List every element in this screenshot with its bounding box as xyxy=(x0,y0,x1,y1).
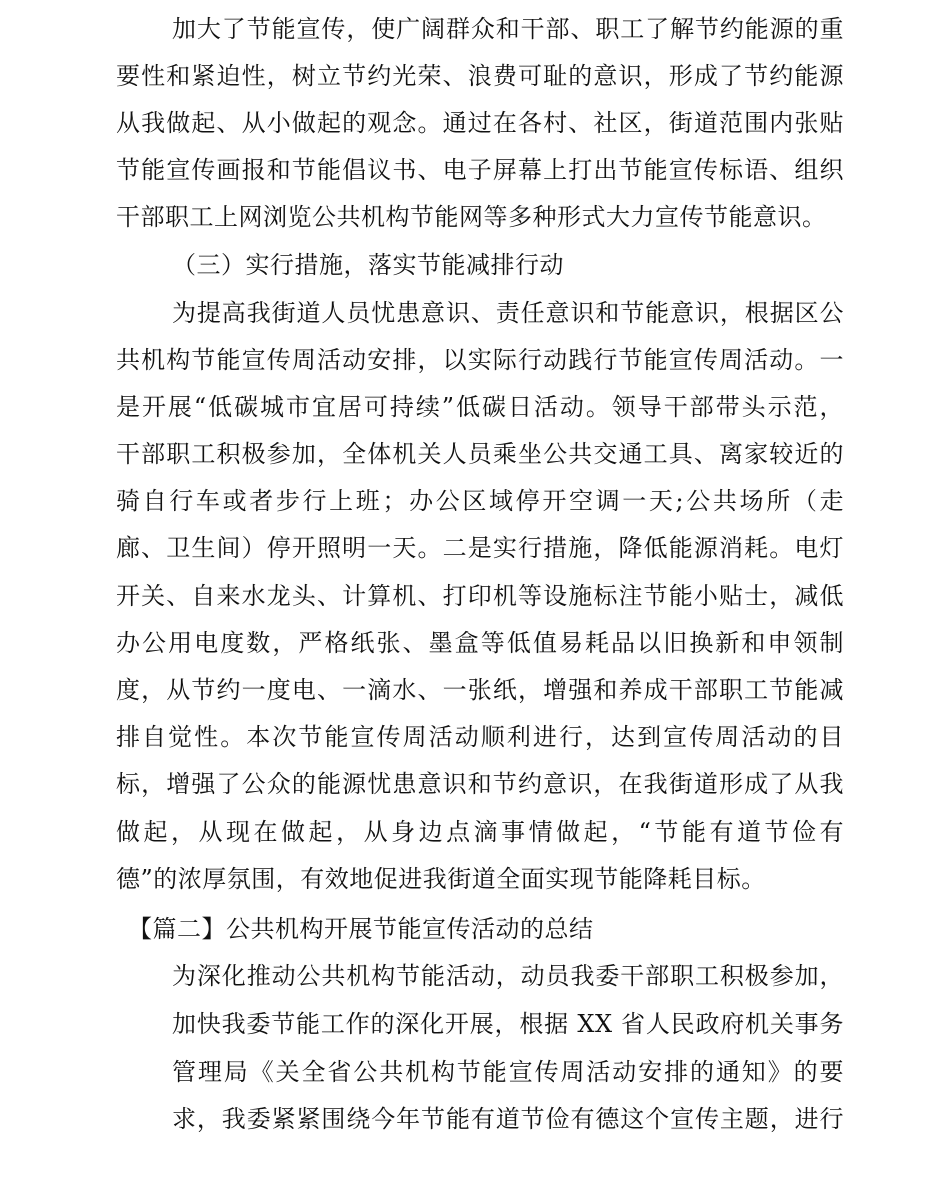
section-heading: 【篇二】公共机构开展节能宣传活动的总结 xyxy=(128,915,594,943)
text-line-1: 加大了节能宣传，使广阔群众和干部、职工了解节约能源的重 xyxy=(172,15,844,43)
subsection-heading: （三）实行措施，落实节能减排行动 xyxy=(172,251,564,279)
text-line-17: 标，增强了公众的能源忧患意识和节约意识，在我街道形成了从我 xyxy=(116,770,844,798)
text-line-10: 干部职工积极参加，全体机关人员乘坐公共交通工具、离家较近的 xyxy=(116,440,844,468)
text-line-9: 是开展“低碳城市宜居可持续”低碳日活动。领导干部带头示范， xyxy=(116,393,844,421)
text-line-19: 德”的浓厚氛围，有效地促进我街道全面实现节能降耗目标。 xyxy=(116,865,766,893)
text-line-8: 共机构节能宣传周活动安排，以实际行动践行节能宣传周活动。一 xyxy=(116,346,844,374)
text-line-3: 从我做起、从小做起的观念。通过在各村、社区，街道范围内张贴 xyxy=(116,109,844,137)
text-line-4: 节能宣传画报和节能倡议书、电子屏幕上打出节能宣传标语、组织 xyxy=(116,156,844,184)
text-line-16: 排自觉性。本次节能宣传周活动顺利进行，达到宣传周活动的目 xyxy=(116,723,844,751)
text-line-24: 求，我委紧紧围绕今年节能有道节俭有德这个宣传主题，进行 xyxy=(172,1105,844,1133)
text-line-23: 管理局《关全省公共机构节能宣传周活动安排的通知》的要 xyxy=(172,1058,844,1086)
text-line-22: 加快我委节能工作的深化开展，根据 XX 省人民政府机关事务 xyxy=(172,1010,844,1038)
text-line-15: 度，从节约一度电、一滴水、一张纸，增强和养成干部职工节能减 xyxy=(116,676,844,704)
text-line-14: 办公用电度数，严格纸张、墨盒等低值易耗品以旧换新和申领制 xyxy=(116,629,844,657)
text-line-5: 干部职工上网浏览公共机构节能网等多种形式大力宣传节能意识。 xyxy=(116,203,827,231)
text-line-12: 廊、卫生间）停开照明一天。二是实行措施，降低能源消耗。电灯 xyxy=(116,534,844,562)
text-line-18: 做起，从现在做起，从身边点滴事情做起，“节能有道节俭有 xyxy=(116,818,844,846)
text-line-21: 为深化推动公共机构节能活动，动员我委干部职工积极参加， xyxy=(172,962,844,990)
text-line-11: 骑自行车或者步行上班；办公区域停开空调一天;公共场所（走 xyxy=(116,487,844,515)
text-line-13: 开关、自来水龙头、计算机、打印机等设施标注节能小贴士，减低 xyxy=(116,582,844,610)
text-line-7: 为提高我街道人员忧患意识、责任意识和节能意识，根据区公 xyxy=(172,299,844,327)
text-line-2: 要性和紧迫性，树立节约光荣、浪费可耻的意识，形成了节约能源 xyxy=(116,62,844,90)
